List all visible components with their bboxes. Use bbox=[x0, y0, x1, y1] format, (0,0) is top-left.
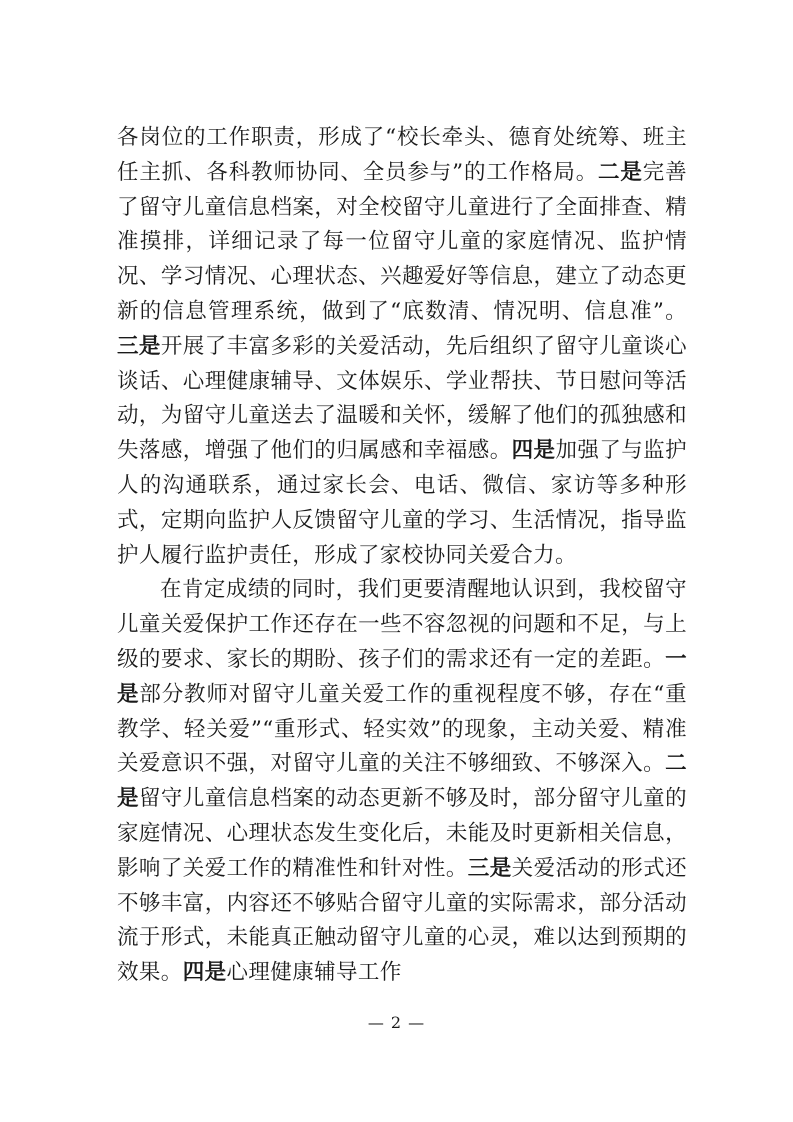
emphasis-marker-si-shi: 四是 bbox=[182, 960, 227, 986]
emphasis-marker-yi-shi: 一是 bbox=[117, 646, 687, 707]
emphasis-marker-er-shi: 二是 bbox=[598, 159, 643, 185]
text-segment: 在肯定成绩的同时，我们更要清醒地认识到，我校留守儿童关爱保护工作还存在一些不容忽视的问题和不足，与上级的要求、家长的期盼、孩子们的需求还有一定的差距。 bbox=[117, 577, 687, 672]
document-body bbox=[117, 121, 687, 991]
emphasis-marker-er-shi: 二是 bbox=[117, 751, 687, 812]
text-segment: 心理健康辅导工作 bbox=[226, 960, 402, 986]
emphasis-marker-san-shi: 三是 bbox=[117, 333, 161, 359]
text-segment: 加强了与监护人的沟通联系，通过家长会、电话、微信、家访等多种形式，定期向监护人反馈留守儿童的学习、生活情况，指导监护人履行监护责任，形成了家校协同关爱合力。 bbox=[117, 438, 688, 568]
paragraph-1 bbox=[117, 121, 687, 573]
text-segment: 完善了留守儿童信息档案，对全校留守儿童进行了全面排查、精准摸排，详细记录了每一位留守儿童的家庭情况、监护情况、学习情况、心理状态、兴趣爱好等信息，建立了动态更新的信息管理系统，做到了“底数清、情况明、信息准”。 bbox=[117, 159, 687, 324]
emphasis-marker-san-shi: 三是 bbox=[467, 855, 512, 881]
text-segment: 各岗位的工作职责，形成了“校长牵头、德育处统筹、班主任主抓、各科教师协同、全员参与”的工作格局。 bbox=[117, 125, 687, 185]
text-segment: 关爱活动的形式还不够丰富，内容还不够贴合留守儿童的实际需求，部分活动流于形式，未能真正触动留守儿童的心灵，难以达到预期的效果。 bbox=[117, 855, 688, 986]
page-number: — 2 — bbox=[367, 1013, 426, 1032]
text-segment: 开展了丰富多彩的关爱活动，先后组织了留守儿童谈心谈话、心理健康辅导、文体娱乐、学业帮扶、节日慰问等活动，为留守儿童送去了温暖和关怀，缓解了他们的孤独感和失落感，增强了他们的归属感和幸福感。 bbox=[117, 333, 687, 464]
text-segment: 部分教师对留守儿童关爱工作的重视程度不够，存在“重教学、轻关爱”“重形式、轻实效”的现象，主动关爱、精准关爱意识不强，对留守儿童的关注不够细致、不够深入。 bbox=[117, 681, 688, 777]
emphasis-marker-si-shi: 四是 bbox=[511, 438, 556, 464]
paragraph-2 bbox=[117, 573, 687, 991]
text-segment: 留守儿童信息档案的动态更新不够及时，部分留守儿童的家庭情况、心理状态发生变化后，未能及时更新相关信息，影响了关爱工作的精准性和针对性。 bbox=[117, 786, 687, 881]
